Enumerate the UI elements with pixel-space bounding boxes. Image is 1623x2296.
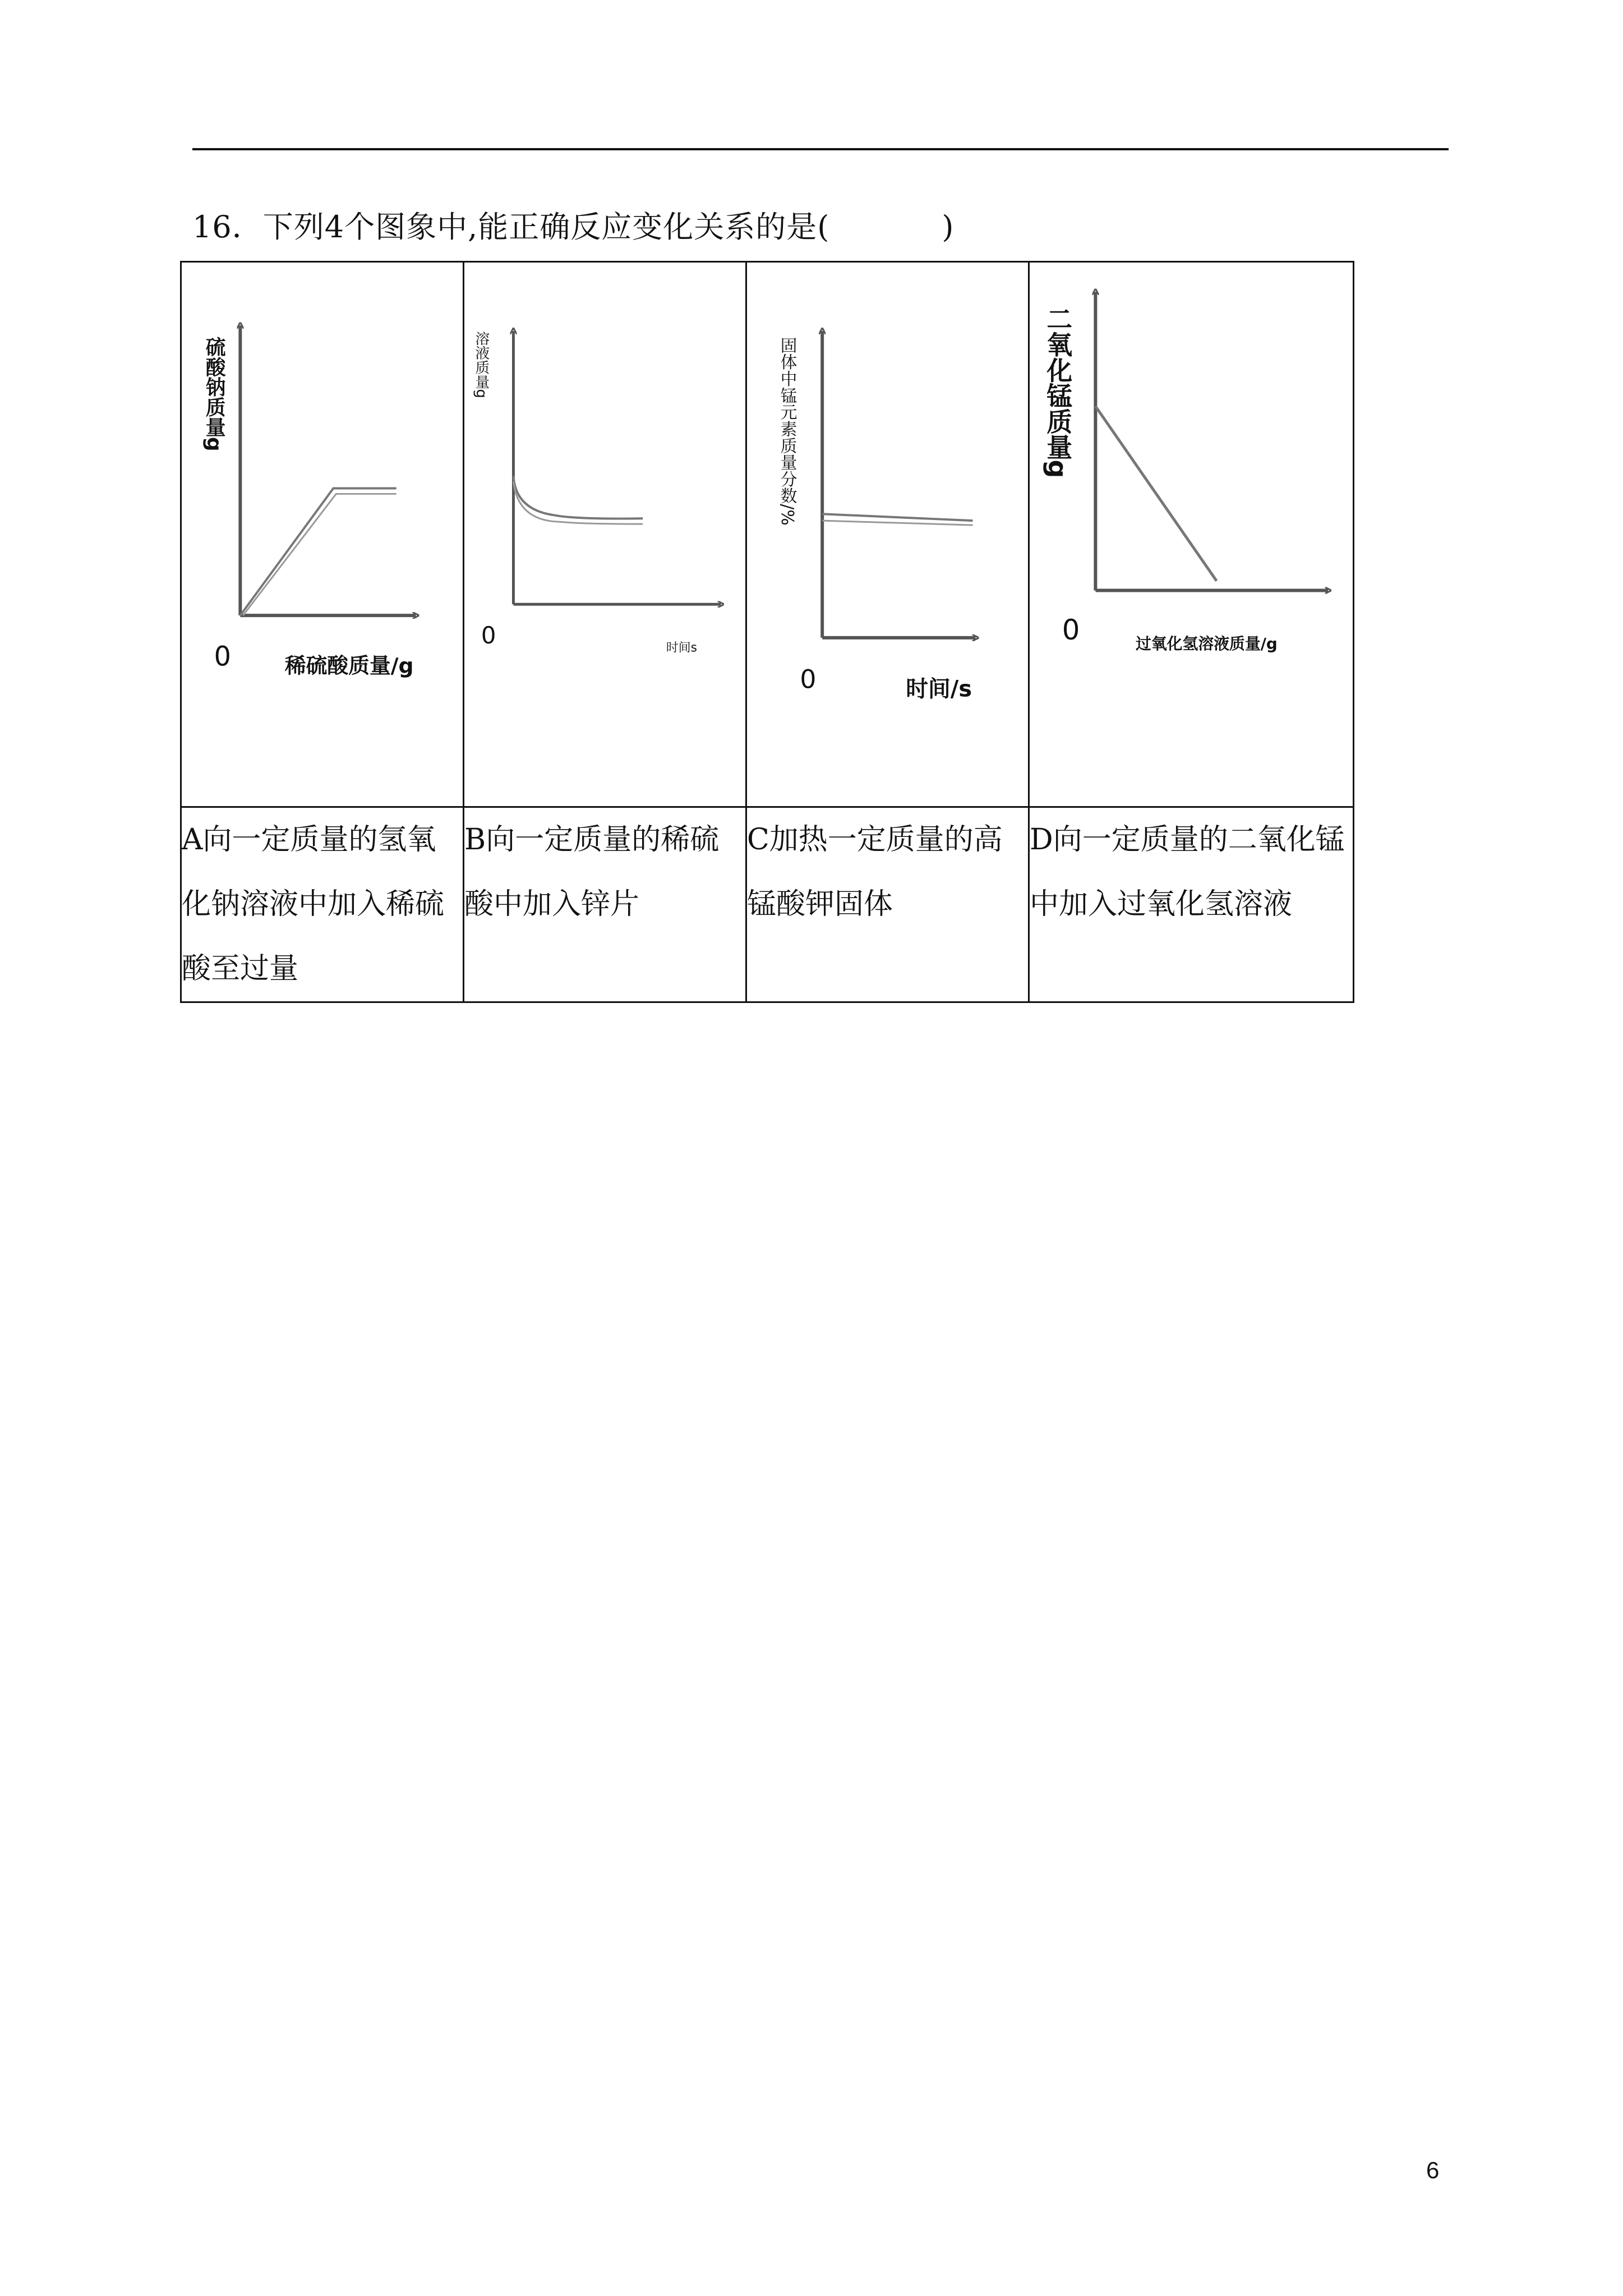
- graph-b: [464, 263, 745, 806]
- y-axis-label: 二氧化锰质量g: [1043, 306, 1073, 478]
- origin-label: 0: [800, 664, 817, 694]
- graph-b-cell: [464, 262, 746, 807]
- graph-c-cell: [746, 262, 1029, 807]
- x-axis-label: 过氧化氢溶液质量/g: [1136, 634, 1278, 653]
- header-rule: [192, 148, 1449, 150]
- option-c-caption: C加热一定质量的高锰酸钾固体: [746, 807, 1029, 1002]
- graph-a-cell: [181, 262, 464, 807]
- page-number: 6: [1426, 2157, 1440, 2183]
- x-axis-label: 稀硫酸质量/g: [284, 653, 414, 678]
- options-table: [180, 261, 1354, 1003]
- y-axis-label: 溶液质量g: [472, 331, 490, 398]
- x-axis-label: 时间s: [666, 641, 697, 655]
- data-curve: [1095, 406, 1216, 581]
- y-axis-label: 硫酸钠质量g: [202, 337, 226, 452]
- question-stem: [192, 208, 954, 247]
- origin-label: 0: [1062, 614, 1080, 647]
- graph-d: [1030, 263, 1353, 806]
- data-curve: [240, 488, 396, 615]
- x-axis-label: 时间/s: [906, 676, 972, 702]
- graph-c: [747, 263, 1028, 806]
- y-axis-label: 固体中锰元素质量分数/%: [777, 337, 797, 526]
- graph-a: [182, 263, 463, 806]
- option-b-caption: B向一定质量的稀硫酸中加入锌片: [464, 807, 746, 1002]
- option-d-caption: D向一定质量的二氧化锰中加入过氧化氢溶液: [1029, 807, 1354, 1002]
- data-curve: [513, 476, 643, 519]
- data-curve-shadow: [243, 494, 396, 615]
- option-a-caption: A向一定质量的氢氧化钠溶液中加入稀硫酸至过量: [181, 807, 464, 1002]
- question-number: 16．: [192, 209, 263, 245]
- data-curve-shadow: [822, 521, 972, 525]
- graph-d-cell: [1029, 262, 1354, 807]
- origin-label: 0: [214, 641, 232, 673]
- question-text: 下列4个图象中,能正确反应变化关系的是(: [262, 209, 830, 245]
- question-close-paren: ): [942, 209, 955, 245]
- origin-label: 0: [481, 621, 496, 649]
- data-curve: [822, 514, 972, 521]
